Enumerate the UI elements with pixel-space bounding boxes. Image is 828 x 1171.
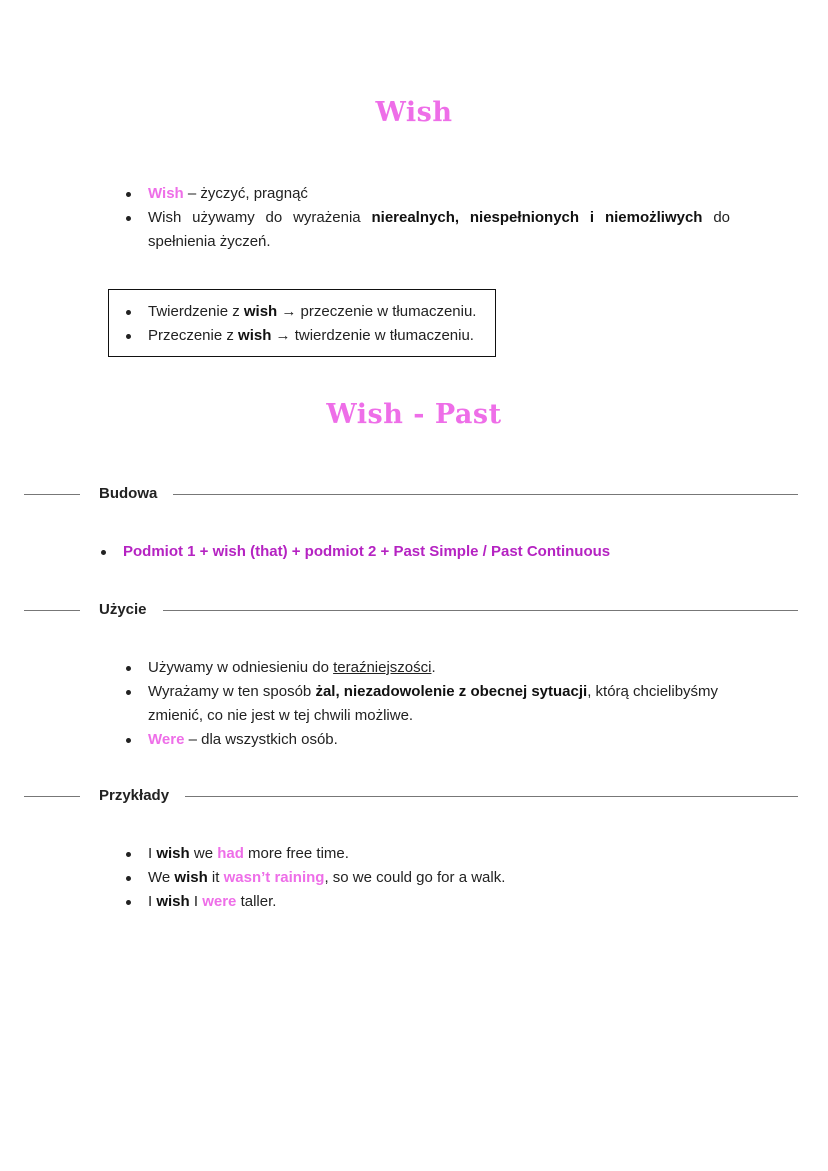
section-przyklady [0,785,828,807]
title-wish: Wish [375,97,453,128]
divider [24,494,80,495]
divider [99,610,798,611]
intro-list [148,182,730,254]
divider [99,494,798,495]
list-item: Wyrażamy w ten sposób żal, niezadowolenie z obecnej sytuacji, którą chcielibyśmy zmienić, co nie jest w tej chwili możliwe. [148,680,730,728]
list-item: Wish – życzyć, pragnąć [148,182,730,206]
list-item: I wish we had more free time. [148,842,730,866]
list-item: Were – dla wszystkich osób. [148,728,730,752]
divider [24,610,80,611]
section-uzycie [0,599,828,621]
list-item: Przeczenie z wish → twierdzenie w tłumaczeniu. [148,324,488,348]
divider [99,796,798,797]
section-budowa [0,483,828,505]
uzycie-list [148,656,730,752]
list-item: Podmiot 1 + wish (that) + podmiot 2 + Past Simple / Past Continuous [123,540,803,564]
rule-box [108,289,496,357]
section-label: Użycie [99,601,163,618]
examples-list [148,842,730,914]
list-item: Wish używamy do wyrażenia nierealnych, niespełnionych i niemożliwych do spełnienia życzeń. [148,206,730,254]
list-item: We wish it wasn’t raining, so we could go for a walk. [148,866,730,890]
budowa-list [123,540,803,564]
divider [24,796,80,797]
title-wish-past: Wish - Past [326,399,502,430]
section-label: Budowa [99,485,173,502]
list-item: I wish I were taller. [148,890,730,914]
list-item: Używamy w odniesieniu do teraźniejszości. [148,656,730,680]
section-label: Przykłady [99,787,185,804]
list-item: Twierdzenie z wish → przeczenie w tłumaczeniu. [148,300,488,324]
